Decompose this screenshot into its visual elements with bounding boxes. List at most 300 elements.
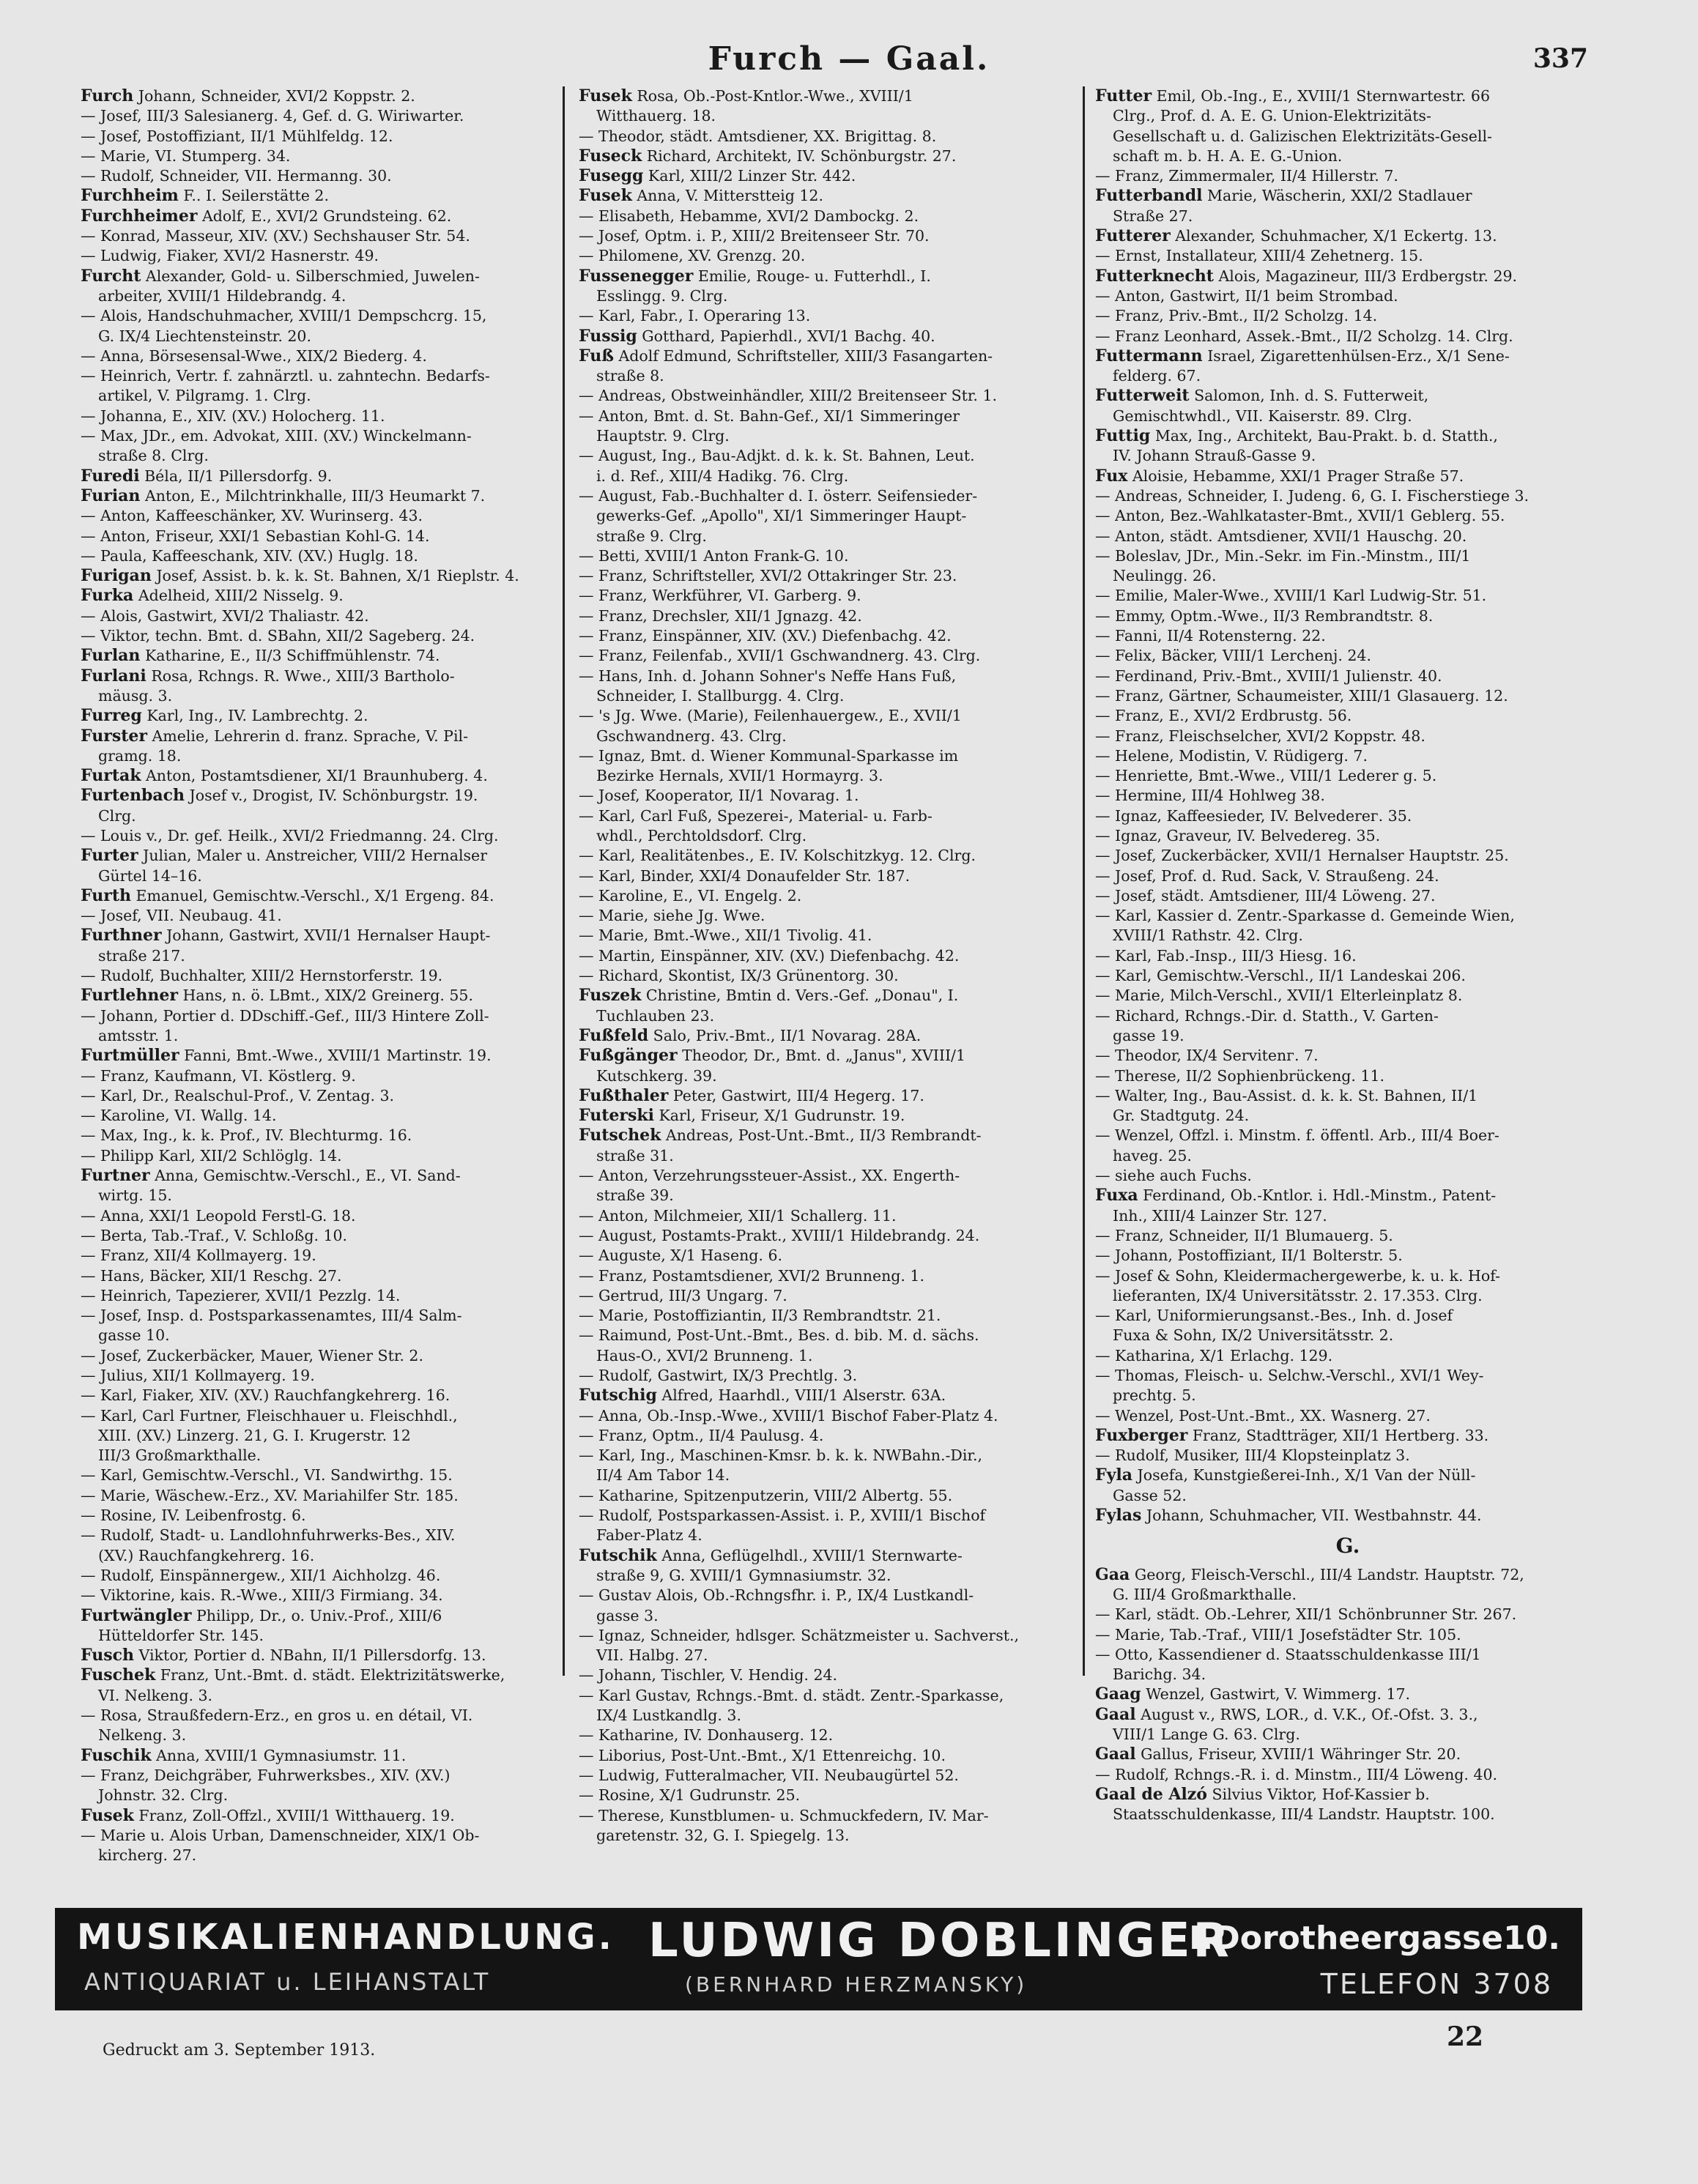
entry-text: arbeiter, XVIII/1 Hildebrandg. 4. (98, 286, 346, 305)
entry-text: — Marie, Postoffiziantin, II/3 Rembrandtstr. 21. (579, 1307, 941, 1325)
entry-text: — Andreas, Obstweinhändler, XIII/2 Breitenseer Str. 1. (579, 387, 997, 405)
directory-entry (81, 186, 549, 206)
directory-entry (579, 1206, 1077, 1226)
entry-surname: Gaag (1095, 1685, 1141, 1704)
directory-entry (579, 506, 1077, 526)
directory-entry (579, 1646, 1077, 1665)
directory-entry (81, 267, 549, 286)
entry-text: G. IX/4 Liechtensteinstr. 20. (98, 327, 311, 345)
directory-entry (579, 1766, 1077, 1786)
directory-entry (81, 1566, 549, 1586)
entry-text: — Theodor, IX/4 Servitenг. 7. (1095, 1047, 1319, 1065)
entry-text: Richard, Architekt, IV. Schönburgstr. 27. (642, 146, 957, 165)
entry-text: — Ludwig, Fiaker, XVI/2 Hasnerstr. 49. (81, 247, 379, 265)
entry-text: — Liborius, Post-Unt.-Bmt., X/1 Ettenreichg. 10. (579, 1746, 946, 1764)
directory-entry (81, 866, 549, 886)
directory-entry (81, 1406, 549, 1426)
entry-text: — Auguste, X/1 Haseng. 6. (579, 1247, 783, 1265)
entry-text: — Hermine, III/4 Hohlweg 38. (1095, 787, 1325, 805)
directory-entry (579, 1346, 1077, 1366)
directory-entry (1095, 1306, 1601, 1326)
directory-entry (81, 1766, 549, 1786)
entry-text: — Franz Leonhard, Assek.-Bmt., II/2 Scholzg. 14. Clrg. (1095, 327, 1513, 345)
directory-entry (81, 986, 549, 1006)
entry-text: — Anton, Bmt. d. St. Bahn-Gef., XI/1 Simmeringer (579, 406, 960, 425)
directory-entry (1095, 286, 1601, 306)
directory-entry (1095, 546, 1601, 566)
entry-surname: Fusch (81, 1646, 135, 1665)
directory-entry (579, 926, 1077, 946)
entry-text: kircherg. 27. (98, 1846, 197, 1865)
entry-text: Salo, Priv.-Bmt., II/1 Novarag. 28A. (648, 1026, 922, 1044)
entry-surname: Futtermann (1095, 346, 1203, 365)
directory-entry (1095, 1406, 1601, 1426)
entry-text: — Karl, Fab.-Insp., III/3 Hiesg. 16. (1095, 946, 1357, 965)
entry-text: Anna, XVIII/1 Gymnasiumstr. 11. (151, 1746, 407, 1764)
directory-entry (579, 327, 1077, 346)
entry-text: i. d. Ref., XIII/4 Hadikg. 76. Clrg. (596, 467, 849, 485)
entry-surname: Furchheimer (81, 206, 198, 226)
directory-entry (1095, 446, 1601, 466)
directory-entry (1095, 706, 1601, 726)
entry-text: Gallus, Friseur, XVIII/1 Währinger Str. 20. (1135, 1745, 1461, 1764)
entry-text: — Elisabeth, Hebamme, XVI/2 Dambockg. 2. (579, 207, 919, 225)
entry-text: — Rudolf, Musiker, III/4 Klopsteinplatz 3. (1095, 1446, 1410, 1465)
column-left (81, 86, 549, 1865)
directory-entry (579, 766, 1077, 786)
entry-surname: Furlani (81, 666, 147, 686)
entry-text: Staatsschuldenkasse, III/4 Landstr. Hauptstr. 100. (1113, 1805, 1495, 1824)
entry-text: — Franz, Werkführer, VI. Garberg. 9. (579, 587, 861, 605)
entry-text: IX/4 Lustkandlg. 3. (596, 1706, 741, 1725)
entry-text: gramg. 18. (98, 746, 182, 765)
entry-surname: Futterknecht (1095, 266, 1214, 286)
entry-text: — Heinrich, Vertr. f. zahnärztl. u. zahntechn. Bedarfs- (81, 367, 490, 385)
directory-entry (81, 1346, 549, 1366)
directory-entry (579, 1426, 1077, 1446)
directory-entry (1095, 1146, 1601, 1166)
entry-text: — Anton, Bez.-Wahlkataster-Bmt., XVII/1 Geblerg. 55. (1095, 507, 1505, 525)
entry-surname: Futter (1095, 86, 1152, 105)
entry-surname: Furtmüller (81, 1046, 179, 1066)
directory-entry (579, 166, 1077, 186)
entry-surname: Gaal (1095, 1745, 1136, 1764)
entry-surname: Furtwängler (81, 1605, 192, 1625)
directory-entry (1095, 1186, 1601, 1206)
directory-entry (81, 926, 549, 946)
directory-entry (579, 1006, 1077, 1026)
entry-text: Rosa, Ob.-Post-Kntlor.-Wwe., XVIII/1 (631, 87, 913, 105)
directory-entry (579, 426, 1077, 446)
entry-text: Viktor, Portier d. NBahn, II/1 Pillersdorfg. 13. (134, 1646, 486, 1665)
directory-entry (81, 146, 549, 166)
directory-entry (81, 1646, 549, 1665)
entry-text: — Anton, Kaffeeschänker, XV. Wurinserg. 43. (81, 507, 423, 525)
directory-entry (1095, 686, 1601, 706)
entry-text: — Katharina, X/1 Erlachg. 129. (1095, 1346, 1333, 1364)
entry-text: — Johann, Tischler, V. Hendig. 24. (579, 1666, 838, 1685)
directory-entry (1095, 267, 1601, 286)
directory-entry (81, 386, 549, 406)
entry-text: — Karl, Carl Furtner, Fleischhauer u. Fleischhdl., (81, 1406, 458, 1425)
directory-entry (579, 986, 1077, 1006)
entry-surname: Fussenegger (579, 266, 694, 286)
directory-entry (579, 1446, 1077, 1466)
entry-text: — Rudolf, Rchngs.-R. i. d. Minstm., III/4 Löweng. 40. (1095, 1765, 1498, 1783)
entry-text: Karl, Friseur, X/1 Gudrunstr. 19. (653, 1107, 905, 1125)
entry-text: II/4 Am Tabor 14. (596, 1466, 730, 1485)
directory-entry (1095, 1665, 1601, 1685)
entry-text: — Franz, Optm., II/4 Paulusg. 4. (579, 1426, 824, 1444)
advertisement-banner (55, 1908, 1582, 2010)
entry-text: — Julius, XII/1 Kollmayerg. 19. (81, 1367, 315, 1384)
directory-entry (1095, 327, 1601, 346)
entry-surname: Fusek (579, 86, 632, 105)
entry-surname: Furedi (81, 466, 140, 486)
entry-text: mäusg. 3. (98, 686, 173, 705)
directory-entry (1095, 566, 1601, 586)
entry-text: — Karl, Carl Fuß, Spezerei-, Material- u. Farb- (579, 806, 933, 825)
banner-owner: (BERNHARD HERZMANSKY) (685, 1972, 1028, 1997)
entry-text: — Karoline, E., VI. Engelg. 2. (579, 886, 802, 905)
entry-text: — Viktor, techn. Bmt. d. SBahn, XII/2 Sageberg. 24. (81, 627, 475, 645)
directory-entry (579, 1166, 1077, 1186)
entry-text: Josefa, Kunstgießerei-Inh., X/1 Van der Nüll- (1132, 1466, 1476, 1485)
directory-entry (1095, 1046, 1601, 1066)
directory-entry (81, 566, 549, 586)
entry-text: — Josef & Sohn, Kleidermachergewerbe, k. u. k. Hof- (1095, 1266, 1500, 1285)
entry-text: Faber-Platz 4. (596, 1526, 702, 1545)
entry-text: — Johanna, E., XIV. (XV.) Holocherg. 11. (81, 406, 385, 425)
directory-entry (579, 786, 1077, 806)
entry-text: Andreas, Post-Unt.-Bmt., II/3 Rembrandt- (661, 1126, 982, 1145)
entry-text: Georg, Fleisch-Verschl., III/4 Landstr. Hauptstr. 72, (1130, 1565, 1524, 1583)
directory-entry (81, 166, 549, 186)
directory-entry (81, 1366, 549, 1386)
entry-text: — Franz, Drechsler, XII/1 Jgnazg. 42. (579, 606, 862, 625)
entry-text: — Marie u. Alois Urban, Damenschneider, XIX/1 Ob- (81, 1826, 480, 1844)
directory-entry (81, 506, 549, 526)
entry-text: — Walter, Ing., Bau-Assist. d. k. k. St. Bahnen, II/1 (1095, 1086, 1478, 1104)
entry-text: Ferdinand, Ob.-Kntlor. i. Hdl.-Minstm., Patent- (1138, 1186, 1497, 1205)
entry-surname: Futschek (579, 1126, 661, 1145)
directory-entry (579, 1726, 1077, 1745)
directory-entry (579, 1566, 1077, 1586)
entry-text: Inh., XIII/4 Lainzer Str. 127. (1113, 1206, 1327, 1225)
entry-text: Gürtel 14–16. (98, 866, 202, 885)
entry-text: Silvius Viktor, Hof-Kassier b. (1206, 1785, 1430, 1803)
entry-text: — Andreas, Schneider, I. Judeng. 6, G. I. Fischerstiege 3. (1095, 486, 1530, 505)
directory-entry (1095, 746, 1601, 766)
directory-entry (579, 1286, 1077, 1306)
entry-text: — Karl, Realitätenbes., E. IV. Kolschitzkyg. 12. Clrg. (579, 847, 976, 865)
entry-text: — Josef, Kooperator, II/1 Novarag. 1. (579, 787, 859, 805)
entry-text: Gasse 52. (1113, 1486, 1187, 1504)
entry-surname: Fussig (579, 326, 637, 346)
entry-text: Aloisie, Hebamme, XXI/1 Prager Straße 57. (1127, 467, 1464, 485)
entry-text: (XV.) Rauchfangkehrerg. 16. (98, 1546, 315, 1564)
entry-surname: Fuxa (1095, 1186, 1138, 1206)
entry-text: Marie, Wäscherin, XXI/2 Stadlauer (1202, 187, 1472, 205)
directory-entry (81, 1486, 549, 1506)
directory-entry (81, 106, 549, 126)
entry-text: Alfred, Haarhdl., VIII/1 Alserstr. 63A. (656, 1386, 946, 1405)
entry-text: — Karl, Binder, XXI/4 Donaufelder Str. 187. (579, 866, 911, 885)
directory-entry (1095, 1326, 1601, 1345)
entry-surname: Furch (81, 86, 134, 105)
entry-text: — Raimund, Post-Unt.-Bmt., Bes. d. bib. M. d. sächs. (579, 1326, 979, 1345)
directory-entry (1095, 467, 1601, 486)
entry-text: VIII/1 Lange G. 63. Clrg. (1113, 1726, 1300, 1744)
directory-entry (579, 806, 1077, 826)
directory-entry (579, 666, 1077, 686)
directory-entry (579, 1526, 1077, 1545)
directory-entry (1095, 806, 1601, 826)
entry-text: — Konrad, Masseur, XIV. (XV.) Sechshauser Str. 54. (81, 227, 470, 245)
entry-text: — Katharine, Spitzenputzerin, VIII/2 Albertg. 55. (579, 1486, 953, 1504)
directory-entry (81, 806, 549, 826)
entry-text: — Josef, Zuckerbäcker, XVII/1 Hernalser Hauptstr. 25. (1095, 847, 1509, 865)
directory-entry (579, 727, 1077, 746)
entry-text: Alois, Magazineur, III/3 Erdbergstr. 29. (1213, 267, 1518, 285)
entry-text: — Karl, Kassier d. Zentr.-Sparkasse d. Gemeinde Wien, (1095, 907, 1515, 925)
entry-text: Alexander, Gold- u. Silberschmied, Juwelen- (141, 267, 480, 285)
directory-entry (1095, 527, 1601, 546)
entry-surname: Fusek (81, 1805, 134, 1825)
entry-text: Béla, II/1 Pillersdorfg. 9. (139, 467, 333, 485)
directory-entry (1095, 606, 1601, 626)
directory-entry (579, 1046, 1077, 1066)
directory-entry (579, 127, 1077, 146)
directory-entry (1095, 1106, 1601, 1126)
directory-entry (579, 1786, 1077, 1805)
entry-text: — Karl, Ing., Maschinen-Kmsr. b. k. k. NWBahn.-Dir., (579, 1446, 982, 1465)
entry-text: — Theodor, städt. Amtsdiener, XX. Brigittag. 8. (579, 127, 937, 145)
entry-text: — Richard, Rchngs.-Dir. d. Statth., V. Garten- (1095, 1006, 1439, 1025)
entry-text: gasse 10. (98, 1326, 170, 1345)
entry-surname: Furian (81, 486, 141, 505)
directory-entry (1095, 1426, 1601, 1446)
directory-entry (579, 1266, 1077, 1286)
directory-entry (81, 1726, 549, 1745)
directory-entry (1095, 106, 1601, 126)
directory-entry (1095, 1486, 1601, 1506)
entry-text: prechtg. 5. (1113, 1386, 1196, 1405)
entry-surname: Fußgänger (579, 1046, 678, 1066)
entry-surname: Fuszek (579, 986, 642, 1006)
entry-text: Gesellschaft u. d. Galizischen Elektrizitäts-Gesell- (1113, 127, 1492, 145)
directory-entry (81, 1446, 549, 1466)
entry-text: — Franz, Schriftsteller, XVI/2 Ottakringer Str. 23. (579, 567, 957, 585)
entry-surname: Gaal (1095, 1704, 1136, 1724)
directory-entry (81, 246, 549, 266)
directory-entry (81, 446, 549, 466)
entry-text: straße 217. (98, 946, 185, 965)
entry-text: Nelkeng. 3. (98, 1726, 187, 1745)
entry-text: — Fanni, II/4 Rotensterng. 22. (1095, 627, 1326, 645)
entry-text: — Karl, Gemischtw.-Verschl., VI. Sandwirthg. 15. (81, 1466, 453, 1485)
entry-surname: Furchheim (81, 186, 179, 206)
directory-entry (81, 1526, 549, 1545)
entry-text: Theodor, Dr., Bmt. d. „Janus", XVIII/1 (677, 1047, 966, 1065)
entry-text: — Karl, Fabr., I. Operaring 13. (579, 307, 811, 325)
directory-entry (1095, 226, 1601, 246)
directory-entry (579, 826, 1077, 846)
directory-entry (579, 86, 1077, 106)
directory-entry (1095, 1705, 1601, 1725)
banner-phone: TELEFON 3708 (1320, 1968, 1553, 2000)
entry-surname: Fuschik (81, 1745, 152, 1765)
entry-text: whdl., Perchtoldsdorf. Clrg. (596, 826, 807, 844)
entry-surname: Furtak (81, 766, 141, 786)
entry-text: VII. Halbg. 27. (596, 1646, 708, 1665)
entry-text: Adolf, E., XVI/2 Grundsteing. 62. (197, 207, 452, 225)
signature-mark: 22 (1447, 2021, 1484, 2052)
banner-address: I.Dorotheergasse10. (1189, 1920, 1560, 1957)
directory-entry (579, 467, 1077, 486)
directory-entry (1095, 1625, 1601, 1645)
directory-entry (579, 1486, 1077, 1506)
directory-entry (579, 1086, 1077, 1106)
directory-entry (81, 1546, 549, 1566)
directory-entry (81, 1166, 549, 1186)
directory-entry (81, 1286, 549, 1306)
directory-entry (579, 486, 1077, 506)
entry-text: Gotthard, Papierhdl., XVI/1 Bachg. 40. (637, 327, 935, 345)
entry-text: Julian, Maler u. Anstreicher, VIII/2 Hernalser (138, 847, 487, 865)
directory-entry (579, 1146, 1077, 1166)
directory-entry (579, 446, 1077, 466)
entry-text: haveg. 25. (1113, 1146, 1192, 1165)
entry-text: felderg. 67. (1113, 367, 1201, 385)
directory-entry (1095, 966, 1601, 986)
directory-entry (1095, 986, 1601, 1006)
column-right (1095, 86, 1601, 1824)
directory-entry (1095, 127, 1601, 146)
entry-surname: Fuxberger (1095, 1425, 1188, 1445)
page-title: Furch — Gaal. (708, 40, 990, 78)
directory-entry (579, 846, 1077, 866)
entry-text: — Karl, Gemischtw.-Verschl., II/1 Landeskai 206. (1095, 967, 1466, 985)
directory-entry (81, 366, 549, 386)
entry-text: — Ignaz, Graveur, IV. Belvedereg. 35. (1095, 826, 1381, 844)
entry-text: — Rudolf, Gastwirt, IX/3 Prechtlg. 3. (579, 1367, 858, 1384)
directory-entry (1095, 1286, 1601, 1306)
entry-text: Clrg. (98, 806, 136, 825)
column-middle (579, 86, 1077, 1844)
directory-entry (81, 207, 549, 226)
entry-text: Emilie, Rouge- u. Futterhdl., I. (693, 267, 931, 285)
directory-entry (1095, 1366, 1601, 1386)
entry-text: — Gertrud, III/3 Ungarg. 7. (579, 1286, 787, 1304)
entry-text: XIII. (XV.) Linzerg. 21, G. I. Krugerstr. 12 (98, 1426, 411, 1444)
entry-text: — Marie, Bmt.-Wwe., XII/1 Tivolig. 41. (579, 926, 872, 945)
directory-entry (81, 706, 549, 726)
entry-text: artikel, V. Pilgramg. 1. Clrg. (98, 387, 311, 405)
entry-text: schaft m. b. H. A. E. G.-Union. (1113, 146, 1343, 165)
directory-entry (1095, 727, 1601, 746)
directory-entry (579, 706, 1077, 726)
entry-text: Anna, Gemischtw.-Verschl., E., VI. Sand- (149, 1167, 461, 1185)
entry-text: F.. I. Seilerstätte 2. (178, 187, 329, 205)
entry-text: Franz, Stadtträger, XII/1 Hertberg. 33. (1187, 1426, 1489, 1444)
entry-text: Amelie, Lehrerin d. franz. Sprache, V. Pil- (147, 727, 469, 745)
directory-entry (1095, 1785, 1601, 1805)
entry-text: — Marie, siehe Jg. Wwe. (579, 907, 765, 925)
entry-text: — Ignaz, Schneider, hdlsger. Schätzmeister u. Sachverst., (579, 1626, 1019, 1644)
banner-shop-name: LUDWIG DOBLINGER (648, 1914, 1232, 1968)
entry-text: — Louis v., Dr. gef. Heilk., XVI/2 Friedmanng. 24. Clrg. (81, 826, 499, 844)
entry-text: Israel, Zigarettenhülsen-Erz., X/1 Sene- (1202, 346, 1510, 365)
entry-text: Hütteldorfer Str. 145. (98, 1626, 264, 1644)
entry-surname: Gaal de Alzó (1095, 1784, 1207, 1804)
directory-entry (1095, 1206, 1601, 1226)
entry-text: — Franz, Einspänner, XIV. (XV.) Diefenbachg. 42. (579, 627, 952, 645)
entry-text: — Josef, Insp. d. Postsparkassenamtes, III/4 Salm- (81, 1307, 462, 1325)
entry-text: — Helene, Modistin, V. Rüdigerg. 7. (1095, 746, 1368, 765)
directory-entry (1095, 646, 1601, 666)
entry-text: Josef v., Drogist, IV. Schönburgstr. 19. (185, 787, 478, 805)
directory-entry (579, 1226, 1077, 1246)
directory-entry (81, 127, 549, 146)
directory-entry (81, 1186, 549, 1206)
directory-entry (1095, 406, 1601, 426)
entry-text: — Franz, Fleischselcher, XVI/2 Koppstr. 48. (1095, 727, 1425, 745)
directory-entry (579, 267, 1077, 286)
directory-entry (1095, 926, 1601, 946)
directory-entry (579, 746, 1077, 766)
directory-entry (81, 1006, 549, 1026)
entry-surname: Futterbandl (1095, 186, 1203, 206)
entry-text: — 's Jg. Wwe. (Marie), Feilenhauergew., E., XVII/1 (579, 707, 962, 725)
directory-entry (579, 386, 1077, 406)
entry-text: Straße 27. (1113, 207, 1193, 225)
entry-text: Anna, Geflügelhdl., XVIII/1 Sternwarte- (656, 1546, 963, 1564)
entry-text: Anna, V. Mitterstteig 12. (631, 187, 823, 205)
entry-text: — Karl, Fiaker, XIV. (XV.) Rauchfangkehrerg. 16. (81, 1386, 451, 1405)
entry-text: — August, Ing., Bau-Adjkt. d. k. k. St. Bahnen, Leut. (579, 447, 975, 465)
entry-text: — siehe auch Fuchs. (1095, 1167, 1252, 1185)
directory-entry (1095, 1725, 1601, 1745)
banner-shop-type: MUSIKALIENHANDLUNG. (77, 1917, 615, 1958)
entry-text: — Franz, Priv.-Bmt., II/2 Scholzg. 14. (1095, 307, 1378, 325)
directory-entry (1095, 1685, 1601, 1704)
directory-entry (579, 626, 1077, 646)
entry-text: — Berta, Tab.-Traf., V. Schloßg. 10. (81, 1226, 348, 1244)
directory-entry (579, 1506, 1077, 1526)
entry-surname: Fuschek (81, 1665, 156, 1685)
directory-entry (1095, 1266, 1601, 1286)
directory-entry (81, 1426, 549, 1446)
directory-entry (81, 546, 549, 566)
entry-text: — Franz, Kaufmann, VI. Köstlerg. 9. (81, 1066, 356, 1085)
directory-entry (1095, 1605, 1601, 1624)
entry-text: Franz, Unt.-Bmt. d. städt. Elektrizitätswerke, (155, 1666, 505, 1685)
entry-text: — Alois, Handschuhmacher, XVIII/1 Dempschcrg. 15, (81, 307, 487, 325)
entry-text: — Johann, Postoffiziant, II/1 Bolterstr. 5. (1095, 1247, 1403, 1265)
entry-text: Rosa, Rchngs. R. Wwe., XIII/3 Bartholo- (146, 666, 455, 685)
directory-entry (1095, 886, 1601, 906)
entry-text: — Ignaz, Bmt. d. Wiener Kommunal-Sparkasse im (579, 746, 959, 765)
entry-text: Gemischtwhdl., VII. Kaiserstr. 89. Clrg. (1113, 406, 1412, 425)
entry-surname: Furth (81, 885, 131, 905)
entry-text: Emanuel, Gemischtw.-Verschl., X/1 Ergeng. 84. (130, 886, 494, 905)
entry-text: — Franz, Feilenfab., XVII/1 Gschwandnerg. 43. Clrg. (579, 647, 981, 665)
directory-entry (1095, 366, 1601, 386)
directory-entry (81, 1126, 549, 1145)
entry-text: — Paula, Kaffeeschank, XIV. (XV.) Huglg. 18. (81, 546, 418, 565)
entry-text: — Karl, städt. Ob.-Lehrer, XII/1 Schönbrunner Str. 267. (1095, 1605, 1517, 1624)
